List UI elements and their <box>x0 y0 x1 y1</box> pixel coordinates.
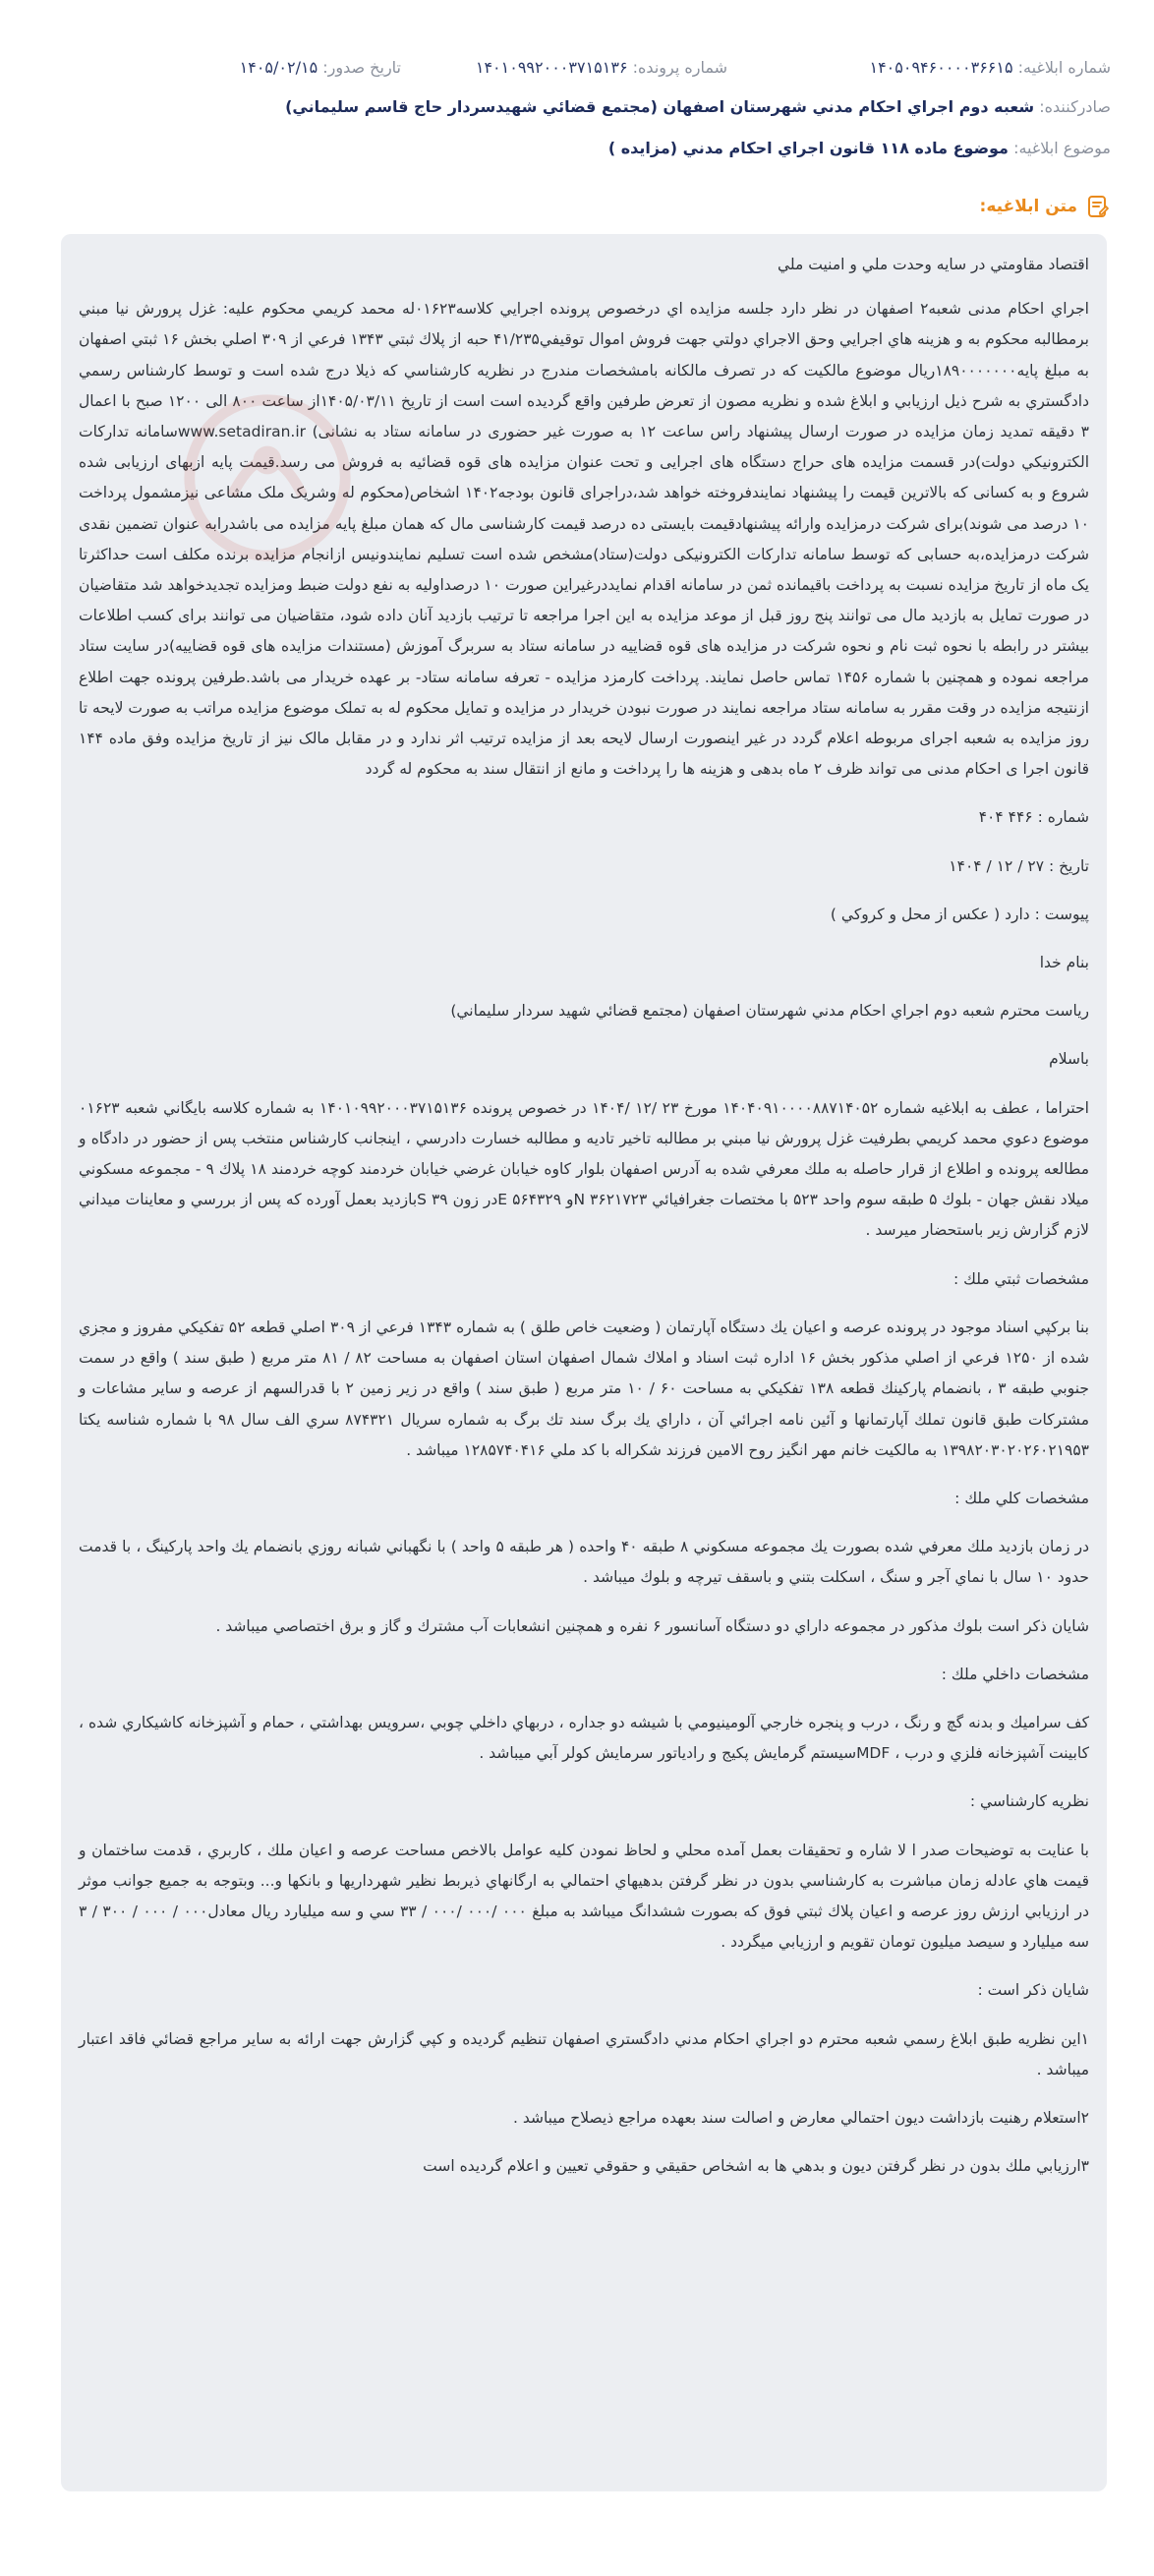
body-paragraph: ۱اين نظريه طبق ابلاغ رسمي شعبه محترم دو اجراي احكام مدني دادگستري اصفهان تنظيم گرديده و كپي گزارش جهت ارائه به ساير مراجع قضائي فاقد اعتبار ميباشد . <box>79 2029 1089 2078</box>
body-paragraph: با عنايت به توضيحات صدر ا لا شاره و تحقيقات بعمل آمده محلي و لحاظ نمودن كليه عوامل بالاخص مساحت عرصه و اعيان ملك ، كاربري ، قدمت ساختمان و قيمت هاي عادله زمان مباشرت به كارشناسي بدون در نظر گرفتن بدهيهاي احتمالي به ارگانهاي ذيربط نظير شهرداريها و بانكها و... وبتوجه به جميع جوانب موثر در ارزيابي ارزش روز عرصه و اعيان پلاك ثبتي فوق كه بصورت ششدانگ ميباشد به مبلغ ۰۰۰ /۰۰۰ /۰۰۰ / ۳۳ سي و سه ميليارد ريال معادل۰۰۰ / ۰۰۰ / ۳۰۰ / ۳ سه ميليارد و سيصد ميليون تومان تقويم و ارزيابي ميگردد . <box>79 1841 1089 1952</box>
subject-label: موضوع ابلاغيه: <box>1013 139 1111 157</box>
body-paragraph: تاريخ : ۲۷ / ۱۲ / ۱۴۰۴ <box>949 856 1089 875</box>
notice-body-panel <box>61 234 1107 2491</box>
case-number-value: ۱۴۰۱۰۹۹۲۰۰۰۳۷۱۵۱۳۶ <box>475 58 628 77</box>
body-paragraph: باسلام <box>1049 1050 1089 1069</box>
notice-text-heading <box>980 194 1111 219</box>
subject-value: موضوع ماده ۱۱۸ قانون اجراي احکام مدني (مزايده ) <box>607 139 1009 157</box>
body-paragraph: بنا برکپي اسناد موجود در پرونده عرصه و اعيان يك دستگاه آپارتمان ( وضعيت خاص طلق ) به شماره ۱۳۴۳ فرعي از ۳۰۹ اصلي قطعه ۵۲ تفكيكي مفروز و مجزي شده از ۱۲۵۰ فرعي از اصلي مذكور بخش ۱۶ اداره ثبت اسناد و املاك شمال اصفهان استان اصفهان به مساحت ۸۲ / ۸۱ متر مربع ( طبق سند ) واقع در سمت جنوبي طبقه ۳ ، بانضمام پاركينك قطعه ۱۳۸ تفكيكي به مساحت ۶۰ / ۱۰ متر مربع ( طبق سند ) واقع در زير زمين ۲ با قدرالسهم از عرصه و ساير مشاعات و مشتركات طبق قانون تملك آپارتمانها و آئين نامه اجرائي آن ، داراي يك برگ سند تك برگ به شماره سريال ۸۷۴۳۲۱ سري الف سال ۹۸ با شماره شناسه يكتا ۱۳۹۸۲۰۳۰۲۰۲۶۰۲۱۹۵۳ به مالكيت خانم مهر انگيز روح الامين فرزند شكراله با كد ملي ۱۲۸۵۷۴۰۴۱۶ ميباشد . <box>79 1317 1090 1459</box>
issue-date-value: ۱۴۰۵/۰۲/۱۵ <box>239 58 318 77</box>
body-paragraph: ۳ارزيابي ملك بدون در نظر گرفتن ديون و بدهي ها به اشخاص حقيقي و حقوقي تعيين و اعلام گرديده است <box>423 2157 1089 2176</box>
body-paragraph: ۲استعلام رهنيت بازداشت ديون احتمالي معارض و اصالت سند بعهده مراجع ذيصلاح ميباشد . <box>512 2108 1089 2127</box>
issuer-value: شعبه دوم اجراي احكام مدني شهرستان اصفهان (مجتمع قضائي شهيدسردار حاج قاسم سليماني) <box>285 97 1035 116</box>
section-heading: شايان ذكر است : <box>977 1981 1089 2000</box>
body-paragraph: بنام خدا <box>1039 954 1089 972</box>
section-heading: مشخصات كلي ملك : <box>954 1489 1089 1507</box>
notice-number-value: ۱۴۰۵۰۹۴۶۰۰۰۰۳۶۶۱۵ <box>869 58 1013 77</box>
body-paragraph: در زمان بازديد ملك معرفي شده بصورت يك مجموعه مسكوني ۸ طبقه ۴۰ واحده ( هر طبقه ۵ واحد ) با نگهباني شبانه روزي بانضمام يك واحد پاركينگ ، با قدمت حدود ۱۰ سال با نماي آجر و سنگ ، اسكلت بتني و باسقف تيرچه و بلوك ميباشد . <box>79 1538 1090 1587</box>
notice-number-label: شماره ابلاغيه: <box>1017 58 1111 77</box>
body-paragraph: رياست محترم شعبه دوم اجراي احكام مدني شهرستان اصفهان (مجتمع قضائي شهيد سردار سليماني) <box>450 1002 1089 1021</box>
emblem-watermark-icon <box>179 389 356 566</box>
issuer-label: صادرکننده: <box>1039 97 1111 116</box>
section-heading: مشخصات داخلي ملك : <box>941 1665 1089 1683</box>
notice-header <box>0 0 1154 187</box>
body-paragraph: كف سراميك و بدنه گچ و رنگ ، درب و پنجره خارجي آلومينيومي با شيشه دو جداره ، دربهاي داخلي چوبي ،سرويس بهداشتي ، حمام و آشپزخانه كاشيكاري شده ، كابينت آشپزخانه فلزي و درب ، MDFسيستم گرمايش پكيج و رادياتور سرمايش كولر آبي ميباشد . <box>79 1713 1089 1763</box>
document-icon <box>1085 194 1111 219</box>
body-paragraph: اجراي احكام مدنی شعبه۲ اصفهان در نظر دارد جلسه مزايده اي درخصوص پرونده اجرايي كلاسه۰۱۶۲۳له محمد كريمي محكوم عليه: غزل پرورش نيا مبني برمطالبه محكوم به و هزينه هاي اجرايي وحق الاجراي دولتي جهت فروش اموال توقيفي۴۱/۲۳۵ حبه از پلاك ثبتي ۱۳۴۳ فرعي از ۳۰۹ اصلي بخش ۱۶ ثبتي اصفهان به مبلغ پايه۱۸۹۰۰۰۰۰۰۰ريال موضوع مالكيت كه در تصرف مالكانه بامشخصات مندرج در نظريه كارشناسي كه ذيلا درج شده است و توسط كارشناس رسمي دادگستري به شرح ذيل ارزيابي و ابلاغ شده و نظريه مصون از تعرض طرفين واقع گرديده است است از تاريخ ۱۴۰۵/۰۳/۱۱از ساعت ۸۰۰ الی ۱۲۰۰ صبح با اعمال ۳ دقيقه تمديد زمان مزايده در صورت ارسال پيشنهاد راس ساعت ۱۲ به صورت غير حضوری در سامانه ستاد به نشانی) www.setadiran.irسامانه تداركات الكترونيكي دولت)در قسمت مزايده های حراج دستگاه های اجرايی و تحت عنوان مزايده های قوه قضائيه به فروش می رسد.قيمت پايه ازبهای ارزيابی شده شروع و به كسانی كه بالاترين قيمت را پيشنهاد نمايندفروخته خواهد شد،دراجرای قانون بودجه۱۴۰۲ اشخاص(محكوم له وشريک ملک مشاعی نيزمشمول پرداخت ۱۰ درصد می شوند)برای شركت درمزايده وارائه پيشنهادقيمت بايستی ده درصد قيمت كارشناسی مال كه همان مبلغ پايه مزايده می باشدرابه عنوان تضمين نقدی شركت درمزايده،به حسابی كه توسط سامانه تداركات الكترونيكی دولت(ستاد)مشخص شده است تسليم نمايندونيس ازانجام مزايده برنده مكلف است حداكثرتا يک ماه از تاريخ مزايده نسبت به پرداخت باقيمانده ثمن در سامانه اقدام نمايددرغيراين صورت ۱۰ درصداوليه به نفع دولت ضبط ومزايده تجديدخواهد شد متقاضيان در صورت تمايل به بازديد مال می توانند پنج روز قبل از موعد مزايده به اين اجرا مراجعه تا ترتيب بازديد آنان داده شود، متقاضيان می توانند برای كسب اطلاعات بيشتر در رابطه با نحوه ثبت نام و نحوه شركت در مزايده های قوه قضاييه در سامانه ستاد به سربرگ آموزش (مستندات مزايده های قوه قضاييه)در سايت ستاد مراجعه نموده و همچنين با شماره ۱۴۵۶ تماس حاصل نمايند. پرداخت كارمزد مزايده - تعرفه سامانه ستاد- بر عهده خريدار می باشد.طرفين پرونده جهت اطلاع ازنتيجه مزايده در وقت مقرر به سامانه ستاد مراجعه نمايند در صورت نبودن خريدار در مزايده و تمايل محكوم له به تملک موضوع مزايده مراتب به صورت لايحه تا روز مزايده به شعبه اجرای مربوطه اعلام گردد در غير اينصورت ارسال لايحه بعد از مزايده ترتيب اثر ندارد و در مقابل مالک نيز از تاريخ مزايده وفق ماده ۱۴۴ قانون اجرا ی احکام مدنی می تواند ظرف ۲ ماه بدهی و هزينه ها را پرداخت و مانع از انتقال سند به محکوم له گردد <box>79 300 1090 779</box>
body-paragraph: احتراما ، عطف به ابلاغيه شماره ۱۴۰۴۰۹۱۰۰۰۰۸۸۷۱۴۰۵۲ مورخ ۲۳ /۱۲ /۱۴۰۴ در خصوص پرونده ۱۴۰۱۰۹۹۲۰۰۰۳۷۱۵۱۳۶ به شماره كلاسه بايگاني شعبه ۰۱۶۲۳ موضوع دعوي محمد كريمي بطرفيت غزل پرورش نيا مبني بر مطالبه تاخير تاديه و مطالبه خسارت دادرسي ، اينجانب كارشناس منتخب پس از حضور در دادگاه و مطالعه پرونده و اطلاع از قرار حاصله به ملك معرفي شده به آدرس اصفهان بلوار كاوه خيابان غرضي خيابان خردمند كوچه خردمند ۱۸ پلاك ۹ - مجموعه مسكوني ميلاد نقش جهان - بلوك ۵ طبقه سوم واحد ۵۲۳ با مختصات جغرافيائي ۳۶۲۱۷۲۳ Nو ۵۶۴۳۲۹ Eدر زون ۳۹ Sبازديد بعمل آورده كه پس از بررسي و معاينات ميداني لازم گزارش زير باستحضار ميرسد . <box>79 1098 1090 1240</box>
notice-number <box>869 56 1111 80</box>
notice-text-title: متن ابلاغيه: <box>979 197 1077 216</box>
body-paragraph: پيوست : دارد ( عكس از محل و كروكي ) <box>830 905 1089 923</box>
body-paragraph: شماره : ۴۴۶ ۴۰۴ <box>978 808 1089 827</box>
case-number <box>476 56 727 80</box>
section-heading: مشخصات ثبتي ملك : <box>953 1269 1089 1288</box>
issue-date-label: تاريخ صدور: <box>322 58 401 77</box>
body-paragraph: شايان ذكر است بلوك مذكور در مجموعه داراي دو دستگاه آسانسور ۶ نفره و همچنين انشعابات آب مشترك و گاز و برق اختصاصي ميباشد . <box>215 1616 1089 1635</box>
issue-date <box>240 56 401 80</box>
body-paragraph: اقتصاد مقاومتي در سايه وحدت ملي و امنيت ملي <box>777 256 1089 273</box>
case-number-label: شماره پرونده: <box>632 58 727 77</box>
section-heading: نظريه كارشناسي : <box>969 1792 1089 1811</box>
